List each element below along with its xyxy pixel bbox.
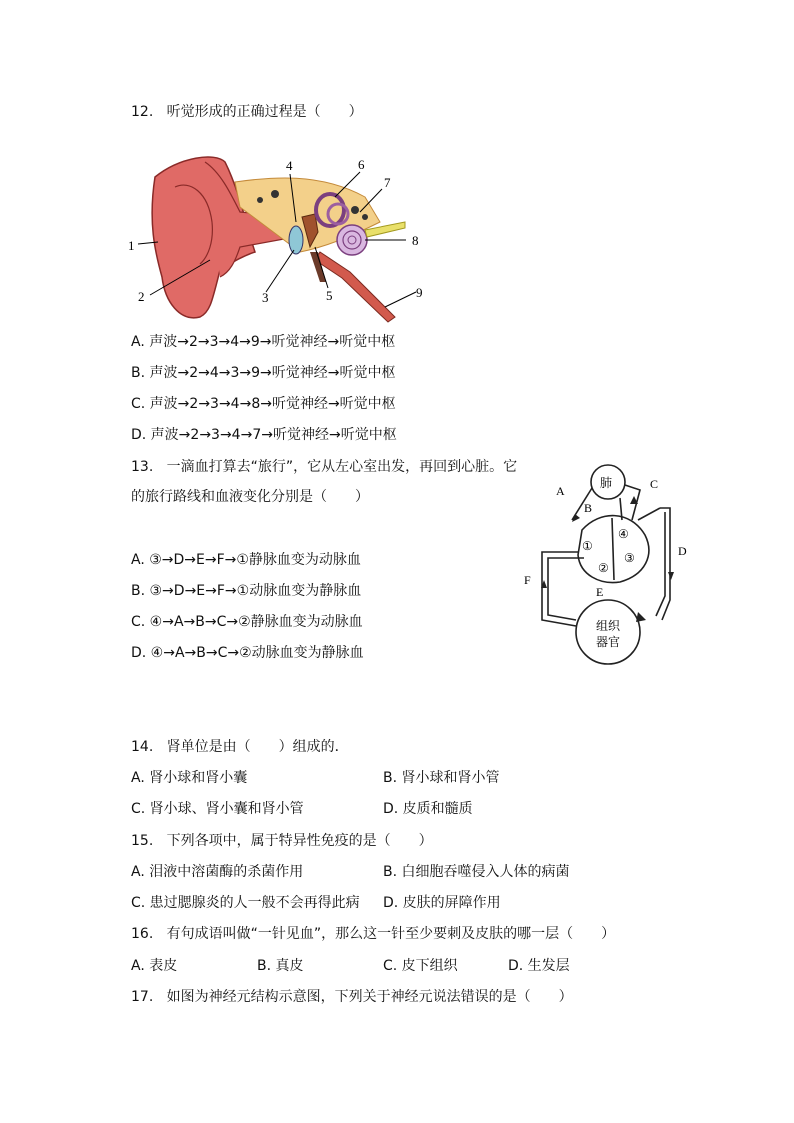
option-12-c: C. 声波→2→3→4→8→听觉神经→听觉中枢 — [131, 396, 396, 412]
option-16-b: B. 真皮 — [257, 958, 304, 974]
chamber-3: ③ — [624, 551, 635, 565]
question-text: 听觉形成的正确过程是（ ） — [166, 104, 363, 120]
question-number: 17. — [131, 989, 154, 1005]
question-number: 13. — [131, 459, 154, 475]
question-text: 肾单位是由（ ）组成的． — [166, 739, 349, 755]
question-16-stem — [131, 925, 615, 943]
option-14-a: A. 肾小球和肾小囊 — [131, 770, 248, 786]
label-e: E — [596, 585, 604, 599]
option-16-d: D. 生发层 — [508, 958, 570, 974]
option-14-c: C. 肾小球、肾小囊和肾小管 — [131, 801, 304, 817]
lung-label: 肺 — [600, 476, 613, 490]
ear-structure-diagram — [120, 152, 440, 332]
option-12-a: A. 声波→2→3→4→9→听觉神经→听觉中枢 — [131, 334, 396, 350]
option-15-a: A. 泪液中溶菌酶的杀菌作用 — [131, 864, 304, 880]
figure-label-3: 3 — [262, 290, 269, 305]
question-number: 16. — [131, 926, 154, 942]
chamber-2: ② — [598, 561, 609, 575]
option-13-d: D. ④→A→B→C→②动脉血变为静脉血 — [131, 645, 364, 661]
label-d: D — [678, 544, 687, 558]
question-13-stem-line1 — [131, 458, 517, 476]
eustachian-tube-shape — [315, 252, 395, 322]
question-13-stem-line2: 的旅行路线和血液变化分別是（ ） — [131, 489, 369, 505]
option-12-d: D. 声波→2→3→4→7→听觉神经→听觉中枢 — [131, 427, 397, 443]
figure-label-9: 9 — [416, 285, 423, 300]
option-13-b: B. ③→D→E→F→①动脉血变为静脉血 — [131, 583, 362, 599]
figure-label-4: 4 — [286, 158, 293, 173]
option-13-c: C. ④→A→B→C→②静脉血变为动脉血 — [131, 614, 363, 630]
question-text: 有句成语叫做“一针见血”，那么这一针至少要刺及皮肤的哪一层（ ） — [166, 926, 616, 942]
figure-label-1: 1 — [128, 238, 135, 253]
tissue-label-line2: 器官 — [596, 635, 621, 649]
chamber-4: ④ — [618, 527, 629, 541]
label-f: F — [524, 573, 531, 587]
question-17-stem — [131, 988, 573, 1006]
figure-label-5: 5 — [326, 288, 333, 303]
option-16-a: A. 表皮 — [131, 958, 178, 974]
question-14-stem — [131, 738, 349, 756]
label-a: A — [556, 484, 565, 498]
question-text: 下列各项中，属于特异性免疫的是（ ） — [166, 833, 433, 849]
question-15-stem — [131, 832, 433, 850]
option-14-b: B. 肾小球和肾小管 — [383, 770, 500, 786]
eardrum-shape — [289, 226, 303, 254]
label-b: B — [584, 501, 593, 515]
figure-label-8: 8 — [412, 233, 419, 248]
question-12-stem — [131, 103, 363, 121]
label-c: C — [650, 477, 659, 491]
option-16-c: C. 皮下组织 — [383, 958, 458, 974]
tissue-label-line1: 组织 — [596, 619, 621, 633]
option-15-b: B. 白细胞吞噬侵入人体的病菌 — [383, 864, 570, 880]
option-13-a: A. ③→D→E→F→①静脉血变为动脉血 — [131, 552, 361, 568]
option-15-c: C. 患过腮腺炎的人一般不会再得此病 — [131, 895, 360, 911]
figure-label-2: 2 — [138, 289, 145, 304]
question-number: 14. — [131, 739, 154, 755]
figure-label-6: 6 — [358, 157, 365, 172]
question-number: 12. — [131, 104, 154, 120]
question-text: 如图为神经元结构示意图，下列关于神经元说法错误的是（ ） — [166, 989, 573, 1005]
blood-circulation-diagram — [520, 460, 700, 670]
option-12-b: B. 声波→2→4→3→9→听觉神经→听觉中枢 — [131, 365, 396, 381]
figure-label-7: 7 — [384, 175, 391, 190]
question-number: 15. — [131, 833, 154, 849]
question-text: 一滴血打算去“旅行”，它从左心室出发，再回到心脏。它 — [166, 459, 518, 475]
cochlea-shape — [337, 225, 367, 255]
option-15-d: D. 皮肤的屏障作用 — [383, 895, 501, 911]
chamber-1: ① — [582, 539, 593, 553]
option-14-d: D. 皮质和髓质 — [383, 801, 473, 817]
